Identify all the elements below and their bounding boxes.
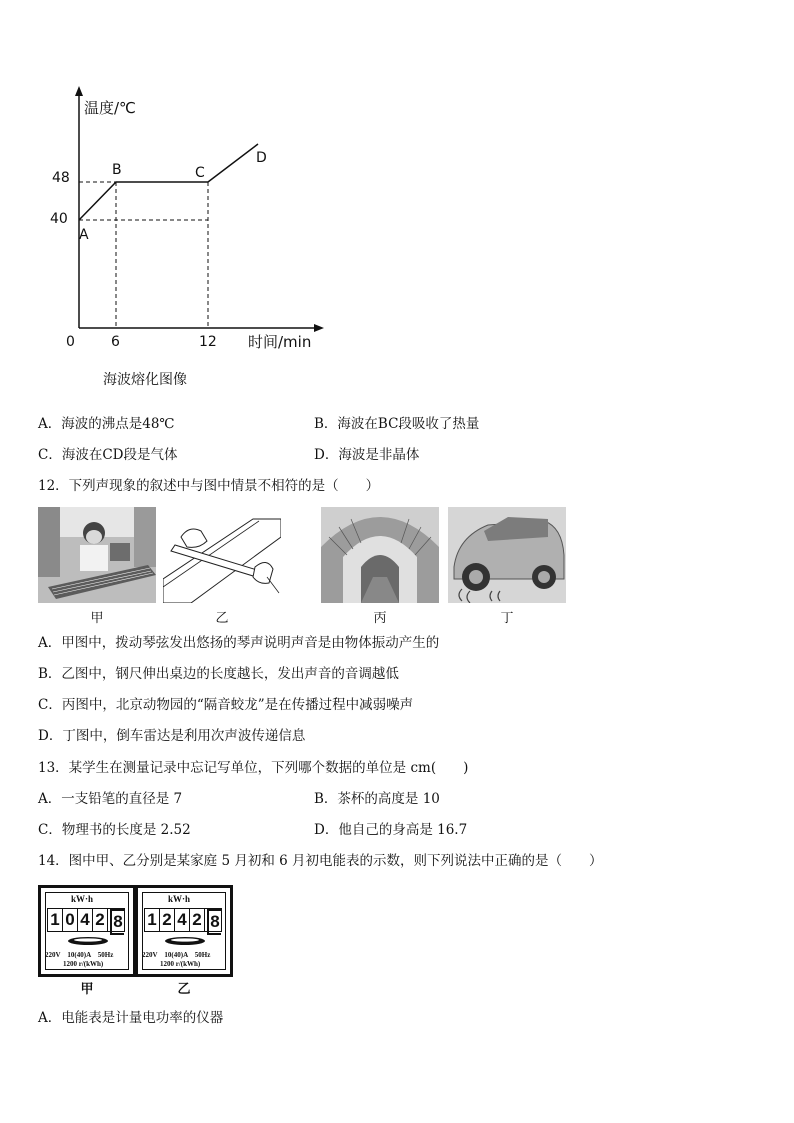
meter-yi-digits xyxy=(144,908,222,932)
q12-image-bing xyxy=(321,507,439,603)
q13-stem: 13．某学生在测量记录中忘记写单位，下列哪个数据的单位是 cm( ) xyxy=(38,760,469,776)
meter-jia-digit: 2 xyxy=(93,909,108,931)
meter-yi-digit: 2 xyxy=(190,909,205,931)
q12-image-yi xyxy=(163,507,281,603)
q14-stem: 14．图中甲、乙分别是某家庭 5 月初和 6 月初电能表的示数，则下列说法中正确的是（ ） xyxy=(38,853,603,869)
q11-option-c: C．海波在CD段是气体 xyxy=(38,447,178,463)
q13-option-d: D．他自己的身高是 16.7 xyxy=(314,822,468,838)
y-tick-40: 40 xyxy=(50,211,68,227)
meter-jia-digit: 1 xyxy=(48,909,63,931)
q12-image-ding xyxy=(448,507,566,603)
meter-yi-digit: 4 xyxy=(175,909,190,931)
meter-jia-caption: 甲 xyxy=(80,982,94,997)
meter-yi-rate: 1200 r/(kWh) xyxy=(160,960,201,968)
meter-jia-digit: 0 xyxy=(63,909,78,931)
energy-meter-jia xyxy=(38,885,136,977)
q12-caption-jia: 甲 xyxy=(90,611,104,626)
meter-jia-spec: 220V 10(40)A 50Hz xyxy=(45,951,114,959)
graph-caption: 海波熔化图像 xyxy=(103,372,187,388)
q12-caption-yi: 乙 xyxy=(215,611,229,626)
x-tick-0: 0 xyxy=(66,334,75,350)
meter-jia-digit: 4 xyxy=(78,909,93,931)
q13-option-c: C．物理书的长度是 2.52 xyxy=(38,822,191,838)
point-c-label: C xyxy=(195,165,205,181)
meter-yi-disc xyxy=(164,936,206,946)
q12-option-b: B．乙图中，钢尺伸出桌边的长度越长，发出声音的音调越低 xyxy=(38,666,399,682)
meter-yi-unit: kW·h xyxy=(168,894,191,904)
y-axis-arrow xyxy=(75,86,83,96)
meter-jia-disc xyxy=(67,936,109,946)
q11-option-a: A．海波的沸点是48℃ xyxy=(38,416,175,432)
q12-image-jia xyxy=(38,507,156,603)
meter-yi-digit: 1 xyxy=(145,909,160,931)
meter-jia-rate: 1200 r/(kWh) xyxy=(63,960,104,968)
q13-option-b: B．茶杯的高度是 10 xyxy=(314,791,440,807)
x-axis-label: 时间/min xyxy=(248,333,312,351)
q11-option-b: B．海波在BC段吸收了热量 xyxy=(314,416,480,432)
point-d-label: D xyxy=(256,150,267,166)
meter-jia-digits xyxy=(47,908,125,932)
x-tick-12: 12 xyxy=(199,334,217,350)
meter-yi-digit: 8 xyxy=(207,909,221,935)
meter-jia-digit: 8 xyxy=(110,909,124,935)
x-tick-6: 6 xyxy=(111,334,120,350)
y-axis-label: 温度/℃ xyxy=(84,99,136,117)
point-b-label: B xyxy=(112,162,122,178)
q12-stem: 12．下列声现象的叙述中与图中情景不相符的是（ ） xyxy=(38,478,380,494)
x-axis-arrow xyxy=(314,324,324,332)
q13-option-a: A．一支铅笔的直径是 7 xyxy=(38,791,183,807)
y-tick-48: 48 xyxy=(52,170,70,186)
q14-option-a: A．电能表是计量电功率的仪器 xyxy=(38,1010,224,1026)
melting-curve xyxy=(79,144,258,220)
q12-option-c: C．丙图中，北京动物园的“隔音蛟龙”是在传播过程中减弱噪声 xyxy=(38,697,414,713)
energy-meter-yi xyxy=(135,885,233,977)
meter-yi-digit: 2 xyxy=(160,909,175,931)
q12-option-a: A．甲图中，拨动琴弦发出悠扬的琴声说明声音是由物体振动产生的 xyxy=(38,635,440,651)
q11-option-d: D．海波是非晶体 xyxy=(314,447,420,463)
meter-jia-unit: kW·h xyxy=(71,894,94,904)
q12-caption-ding: 丁 xyxy=(500,611,514,626)
meter-yi-caption: 乙 xyxy=(177,982,191,997)
point-a-label: A xyxy=(79,227,89,243)
q12-option-d: D．丁图中，倒车雷达是利用次声波传递信息 xyxy=(38,728,306,744)
meter-yi-spec: 220V 10(40)A 50Hz xyxy=(142,951,211,959)
q12-caption-bing: 丙 xyxy=(373,611,387,626)
